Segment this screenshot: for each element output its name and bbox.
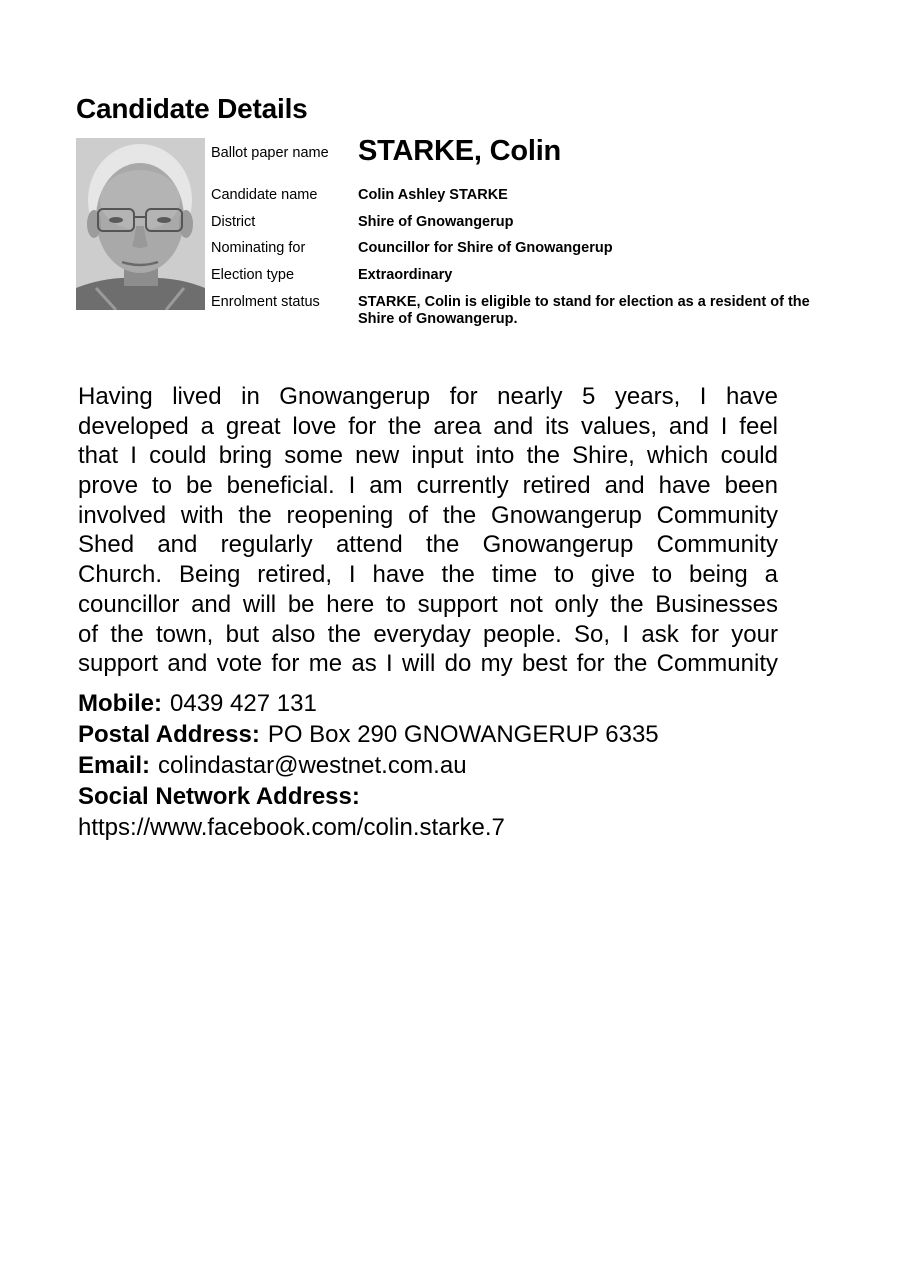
statement-line: Church. Being retired, I have the time to give to being a [78, 561, 778, 589]
statement-line: developed a great love for the area and its values, and I feel [78, 412, 778, 440]
nominating-for-value: Councillor for Shire of Gnowangerup [358, 240, 613, 256]
postal-address-value: PO Box 290 GNOWANGERUP 6335 [267, 721, 659, 748]
statement-line: prove to be beneficial. I am currently retired and have been [78, 472, 778, 500]
enrolment-status-value: STARKE, Colin is eligible to stand for election as a resident of the Shire of Gnowangerup. [358, 294, 810, 327]
ballot-paper-name-label: Ballot paper name [211, 145, 329, 161]
candidate-name-value: Colin Ashley STARKE [358, 187, 508, 203]
statement-line: involved with the reopening of the Gnowangerup Community [78, 501, 778, 529]
page-title: Candidate Details [76, 93, 308, 124]
contact-postal-address [78, 719, 659, 750]
statement-line: support and vote for me as I will do my best for the Community [78, 650, 778, 678]
statement-line: Shed and regularly attend the Gnowangerup Community [78, 531, 778, 559]
election-type-value: Extraordinary [358, 267, 453, 283]
email-label: Email: [78, 752, 151, 779]
social-network-link[interactable]: https://www.facebook.com/colin.starke.7 [78, 814, 505, 841]
mobile-value: 0439 427 131 [170, 690, 317, 717]
candidate-name-label: Candidate name [211, 187, 318, 203]
mobile-label: Mobile: [78, 690, 162, 717]
contact-details [78, 688, 659, 843]
candidate-photo [76, 138, 205, 310]
contact-email [78, 750, 659, 781]
email-value[interactable]: colindastar@westnet.com.au [158, 752, 467, 779]
contact-mobile [78, 688, 659, 719]
social-network-label: Social Network Address: [78, 783, 360, 810]
statement-line: of the town, but also the everyday people. So, I ask for your [78, 620, 778, 648]
nominating-for-label: Nominating for [211, 240, 306, 256]
enrolment-status-label: Enrolment status [211, 294, 320, 310]
election-type-label: Election type [211, 267, 295, 283]
statement-line: councillor and will be here to support not only the Businesses [78, 590, 778, 618]
contact-social-value-row [78, 812, 659, 843]
district-value: Shire of Gnowangerup [358, 214, 514, 230]
statement-line: Having lived in Gnowangerup for nearly 5 years, I have [78, 383, 778, 410]
postal-address-label: Postal Address: [78, 721, 260, 748]
statement-line: that I could bring some new input into the Shire, which could [78, 442, 778, 470]
contact-social-label-row [78, 781, 659, 812]
district-label: District [211, 214, 256, 230]
candidate-statement [78, 382, 778, 679]
ballot-paper-name-value: STARKE, Colin [358, 135, 562, 167]
